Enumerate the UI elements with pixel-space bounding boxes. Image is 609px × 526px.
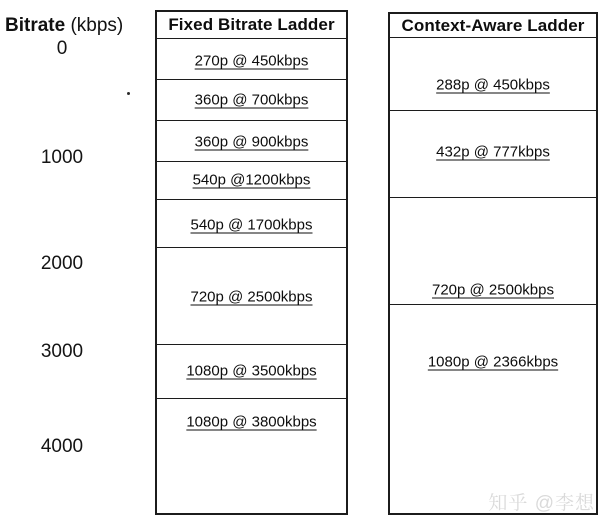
- ladder-entry-432p-777: 432p @ 777kbps: [436, 143, 550, 161]
- row-divider: [390, 304, 596, 305]
- row-divider: [157, 398, 346, 399]
- ladder-entry-540p-1700: 540p @ 1700kbps: [190, 216, 313, 234]
- ladder-entry-1080p-3800: 1080p @ 3800kbps: [186, 413, 317, 431]
- ladder-entry-270p-450: 270p @ 450kbps: [194, 52, 309, 70]
- row-divider: [157, 120, 346, 121]
- context-aware-ladder-table: [388, 12, 598, 515]
- ladder-entry-720p-2500: 720p @ 2500kbps: [432, 281, 554, 299]
- row-divider: [157, 247, 346, 248]
- fixed-ladder-title: Fixed Bitrate Ladder: [157, 12, 346, 39]
- ladder-entry-360p-900: 360p @ 900kbps: [194, 133, 309, 151]
- ladder-entry-288p-450: 288p @ 450kbps: [436, 76, 550, 94]
- ladder-entry-1080p-2366: 1080p @ 2366kbps: [427, 353, 559, 371]
- axis-title-word: Bitrate: [5, 15, 66, 36]
- row-divider: [390, 197, 596, 198]
- ladder-entry-360p-700: 360p @ 700kbps: [194, 91, 309, 109]
- row-divider: [157, 161, 346, 162]
- fixed-bitrate-ladder-table: [155, 10, 348, 515]
- ladder-entry-1080p-3500: 1080p @ 3500kbps: [186, 362, 317, 380]
- axis-tick-0: 0: [56, 38, 68, 59]
- row-divider: [157, 344, 346, 345]
- row-divider: [157, 79, 346, 80]
- row-divider: [157, 199, 346, 200]
- zhihu-watermark: 知乎 @李想: [488, 493, 595, 514]
- axis-title: [5, 15, 123, 37]
- axis-tick-3000: 3000: [40, 341, 84, 362]
- axis-title-units: (kbps): [65, 15, 124, 36]
- row-divider: [390, 110, 596, 111]
- axis-tick-2000: 2000: [40, 253, 84, 274]
- ladder-entry-540p-1200: 540p @1200kbps: [192, 171, 311, 189]
- ladder-entry-720p-2500: 720p @ 2500kbps: [190, 288, 313, 306]
- axis-tick-4000: 4000: [40, 436, 84, 457]
- context-ladder-title: Context-Aware Ladder: [390, 14, 596, 38]
- stray-dot-artifact: [127, 92, 130, 95]
- axis-tick-1000: 1000: [40, 147, 84, 168]
